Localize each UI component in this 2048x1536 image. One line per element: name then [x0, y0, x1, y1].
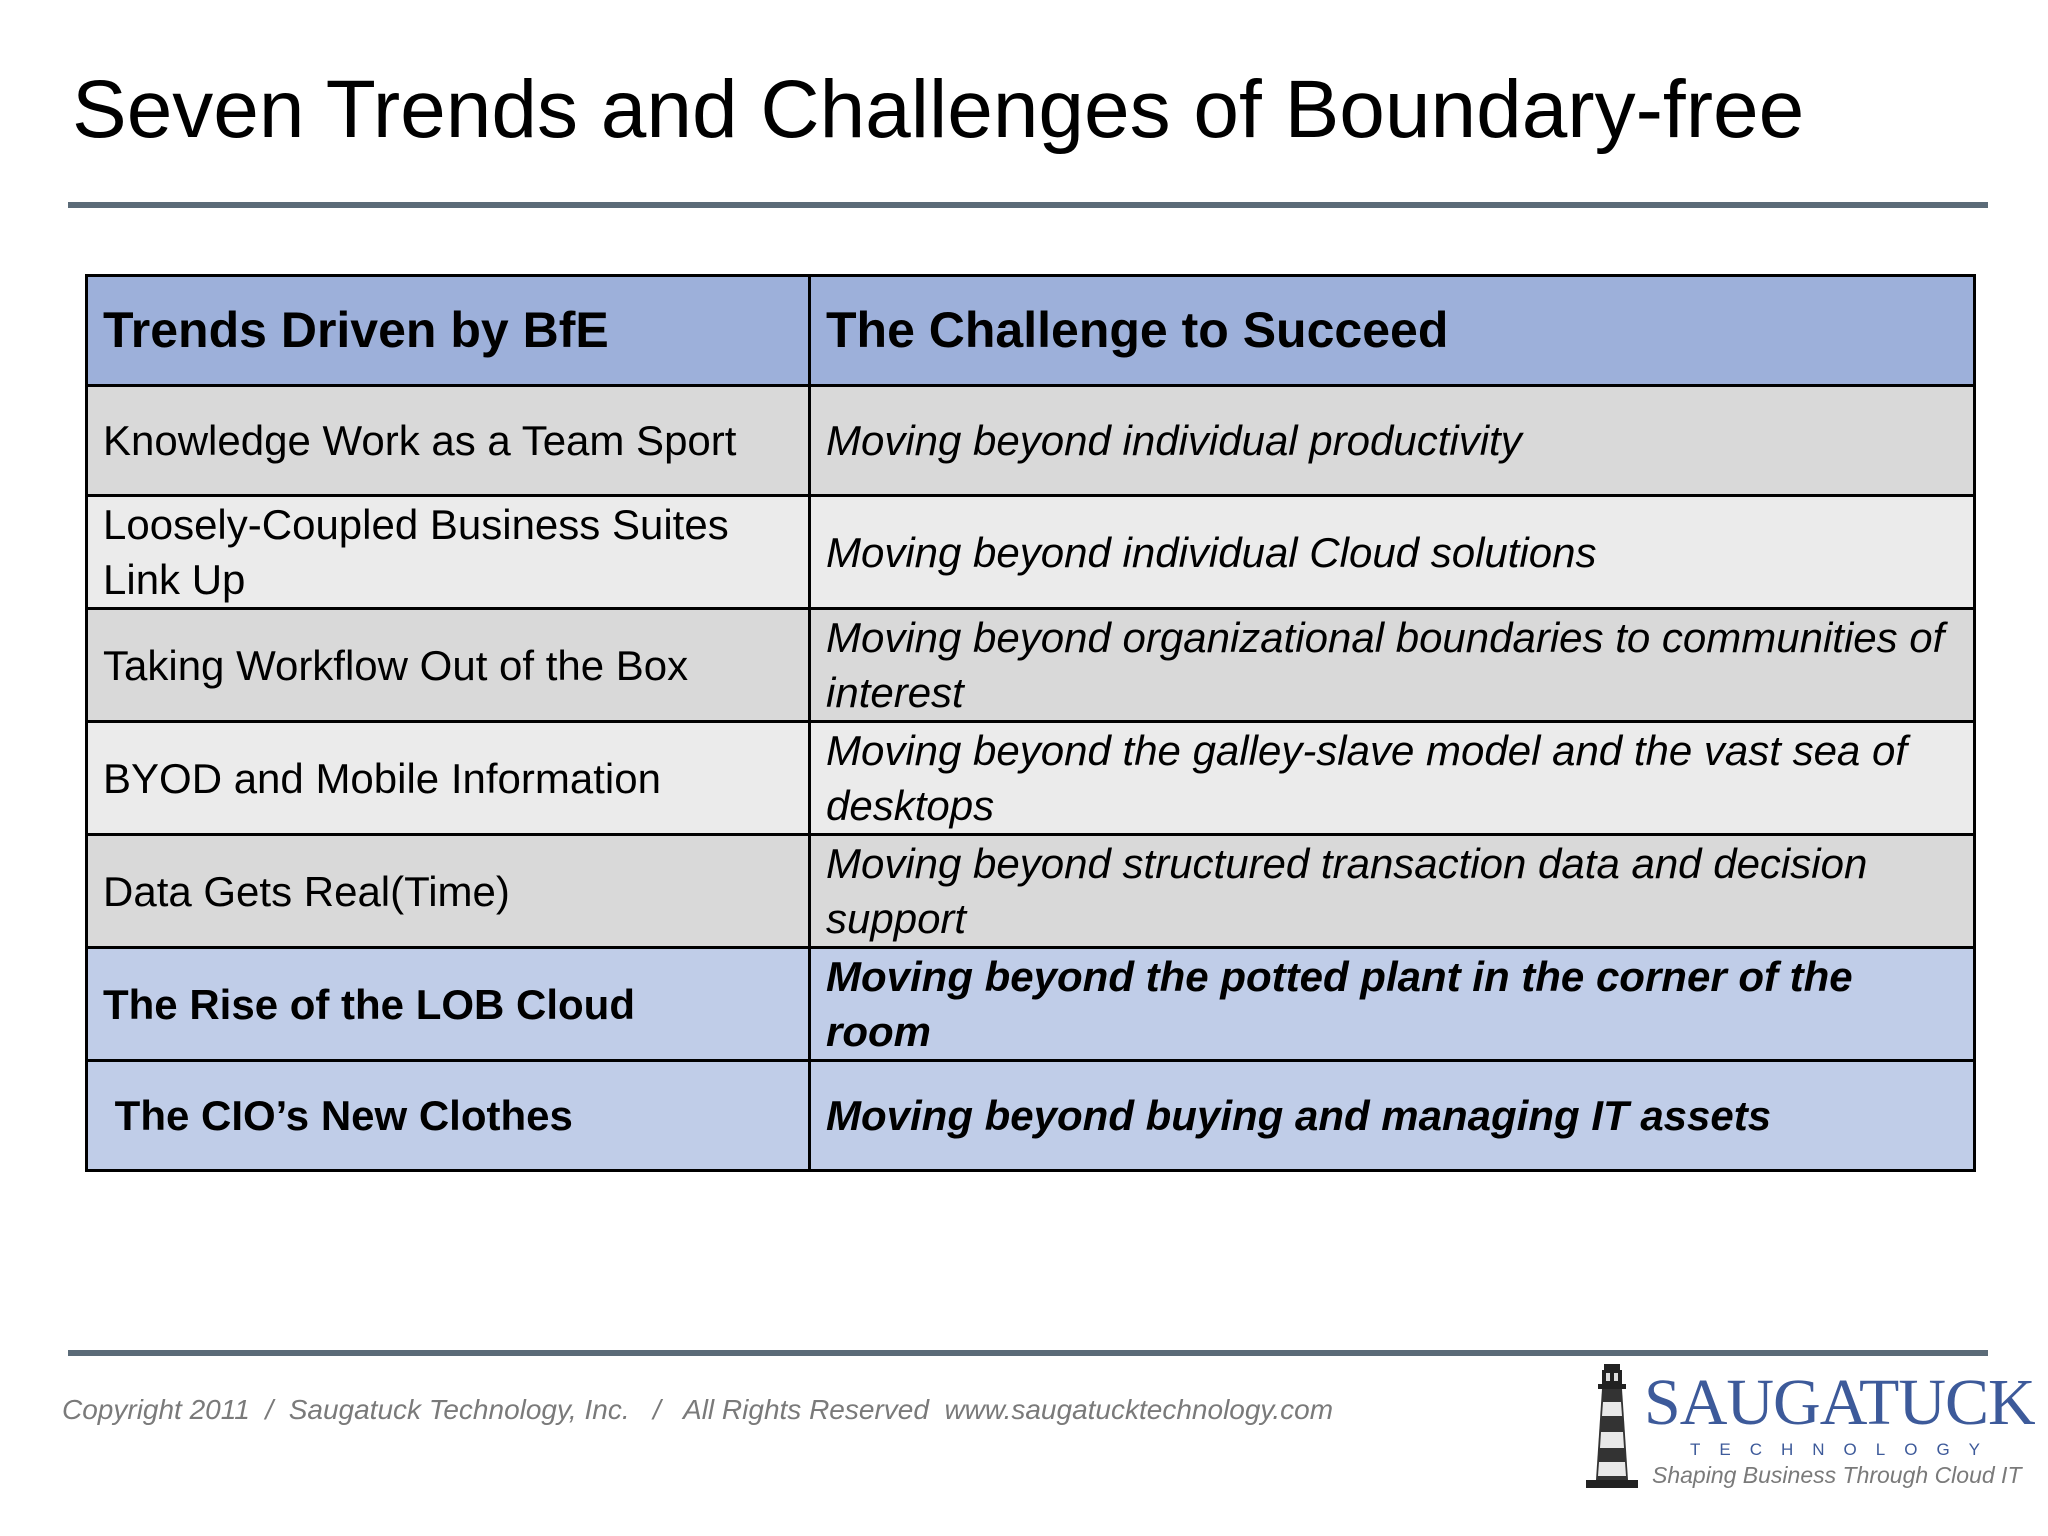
trend-cell: Loosely-Coupled Business Suites Link Up	[87, 496, 810, 609]
table-row	[87, 609, 1975, 722]
table-header-row	[87, 276, 1975, 386]
footer-divider	[68, 1350, 1988, 1356]
trend-cell: The Rise of the LOB Cloud	[87, 948, 810, 1061]
challenge-cell: Moving beyond individual productivity	[810, 386, 1975, 496]
column-header-challenge: The Challenge to Succeed	[810, 276, 1975, 386]
trends-table	[85, 274, 1976, 1172]
trend-cell: Taking Workflow Out of the Box	[87, 609, 810, 722]
table-row-highlight	[87, 1061, 1975, 1171]
table-row	[87, 835, 1975, 948]
title-divider	[68, 202, 1988, 208]
challenge-cell: Moving beyond organizational boundaries to communities of interest	[810, 609, 1975, 722]
slide-title: Seven Trends and Challenges of Boundary-free	[72, 64, 1805, 155]
challenge-cell: Moving beyond individual Cloud solutions	[810, 496, 1975, 609]
logo-tagline: Shaping Business Through Cloud IT	[1652, 1462, 2022, 1488]
trend-cell: The CIO’s New Clothes	[87, 1061, 810, 1171]
challenge-cell: Moving beyond structured transaction data and decision support	[810, 835, 1975, 948]
table-row	[87, 722, 1975, 835]
challenge-cell: Moving beyond the potted plant in the corner of the room	[810, 948, 1975, 1061]
copyright-text: Copyright 2011 / Saugatuck Technology, Inc. / All Rights Reserved www.saugatucktechnology.com	[62, 1394, 1334, 1425]
logo-subtitle: TECHNOLOGY	[1690, 1440, 2000, 1459]
challenge-cell: Moving beyond the galley-slave model and the vast sea of desktops	[810, 722, 1975, 835]
trend-cell: Knowledge Work as a Team Sport	[87, 386, 810, 496]
table-row	[87, 496, 1975, 609]
trend-cell: BYOD and Mobile Information	[87, 722, 810, 835]
company-logo	[1582, 1362, 2035, 1492]
challenge-cell: Moving beyond buying and managing IT assets	[810, 1061, 1975, 1171]
table-row	[87, 386, 1975, 496]
logo-name: SAUGATUCK	[1644, 1366, 2035, 1439]
lighthouse-icon	[1582, 1362, 1642, 1492]
table-row-highlight	[87, 948, 1975, 1061]
trend-cell: Data Gets Real(Time)	[87, 835, 810, 948]
column-header-trends: Trends Driven by BfE	[87, 276, 810, 386]
